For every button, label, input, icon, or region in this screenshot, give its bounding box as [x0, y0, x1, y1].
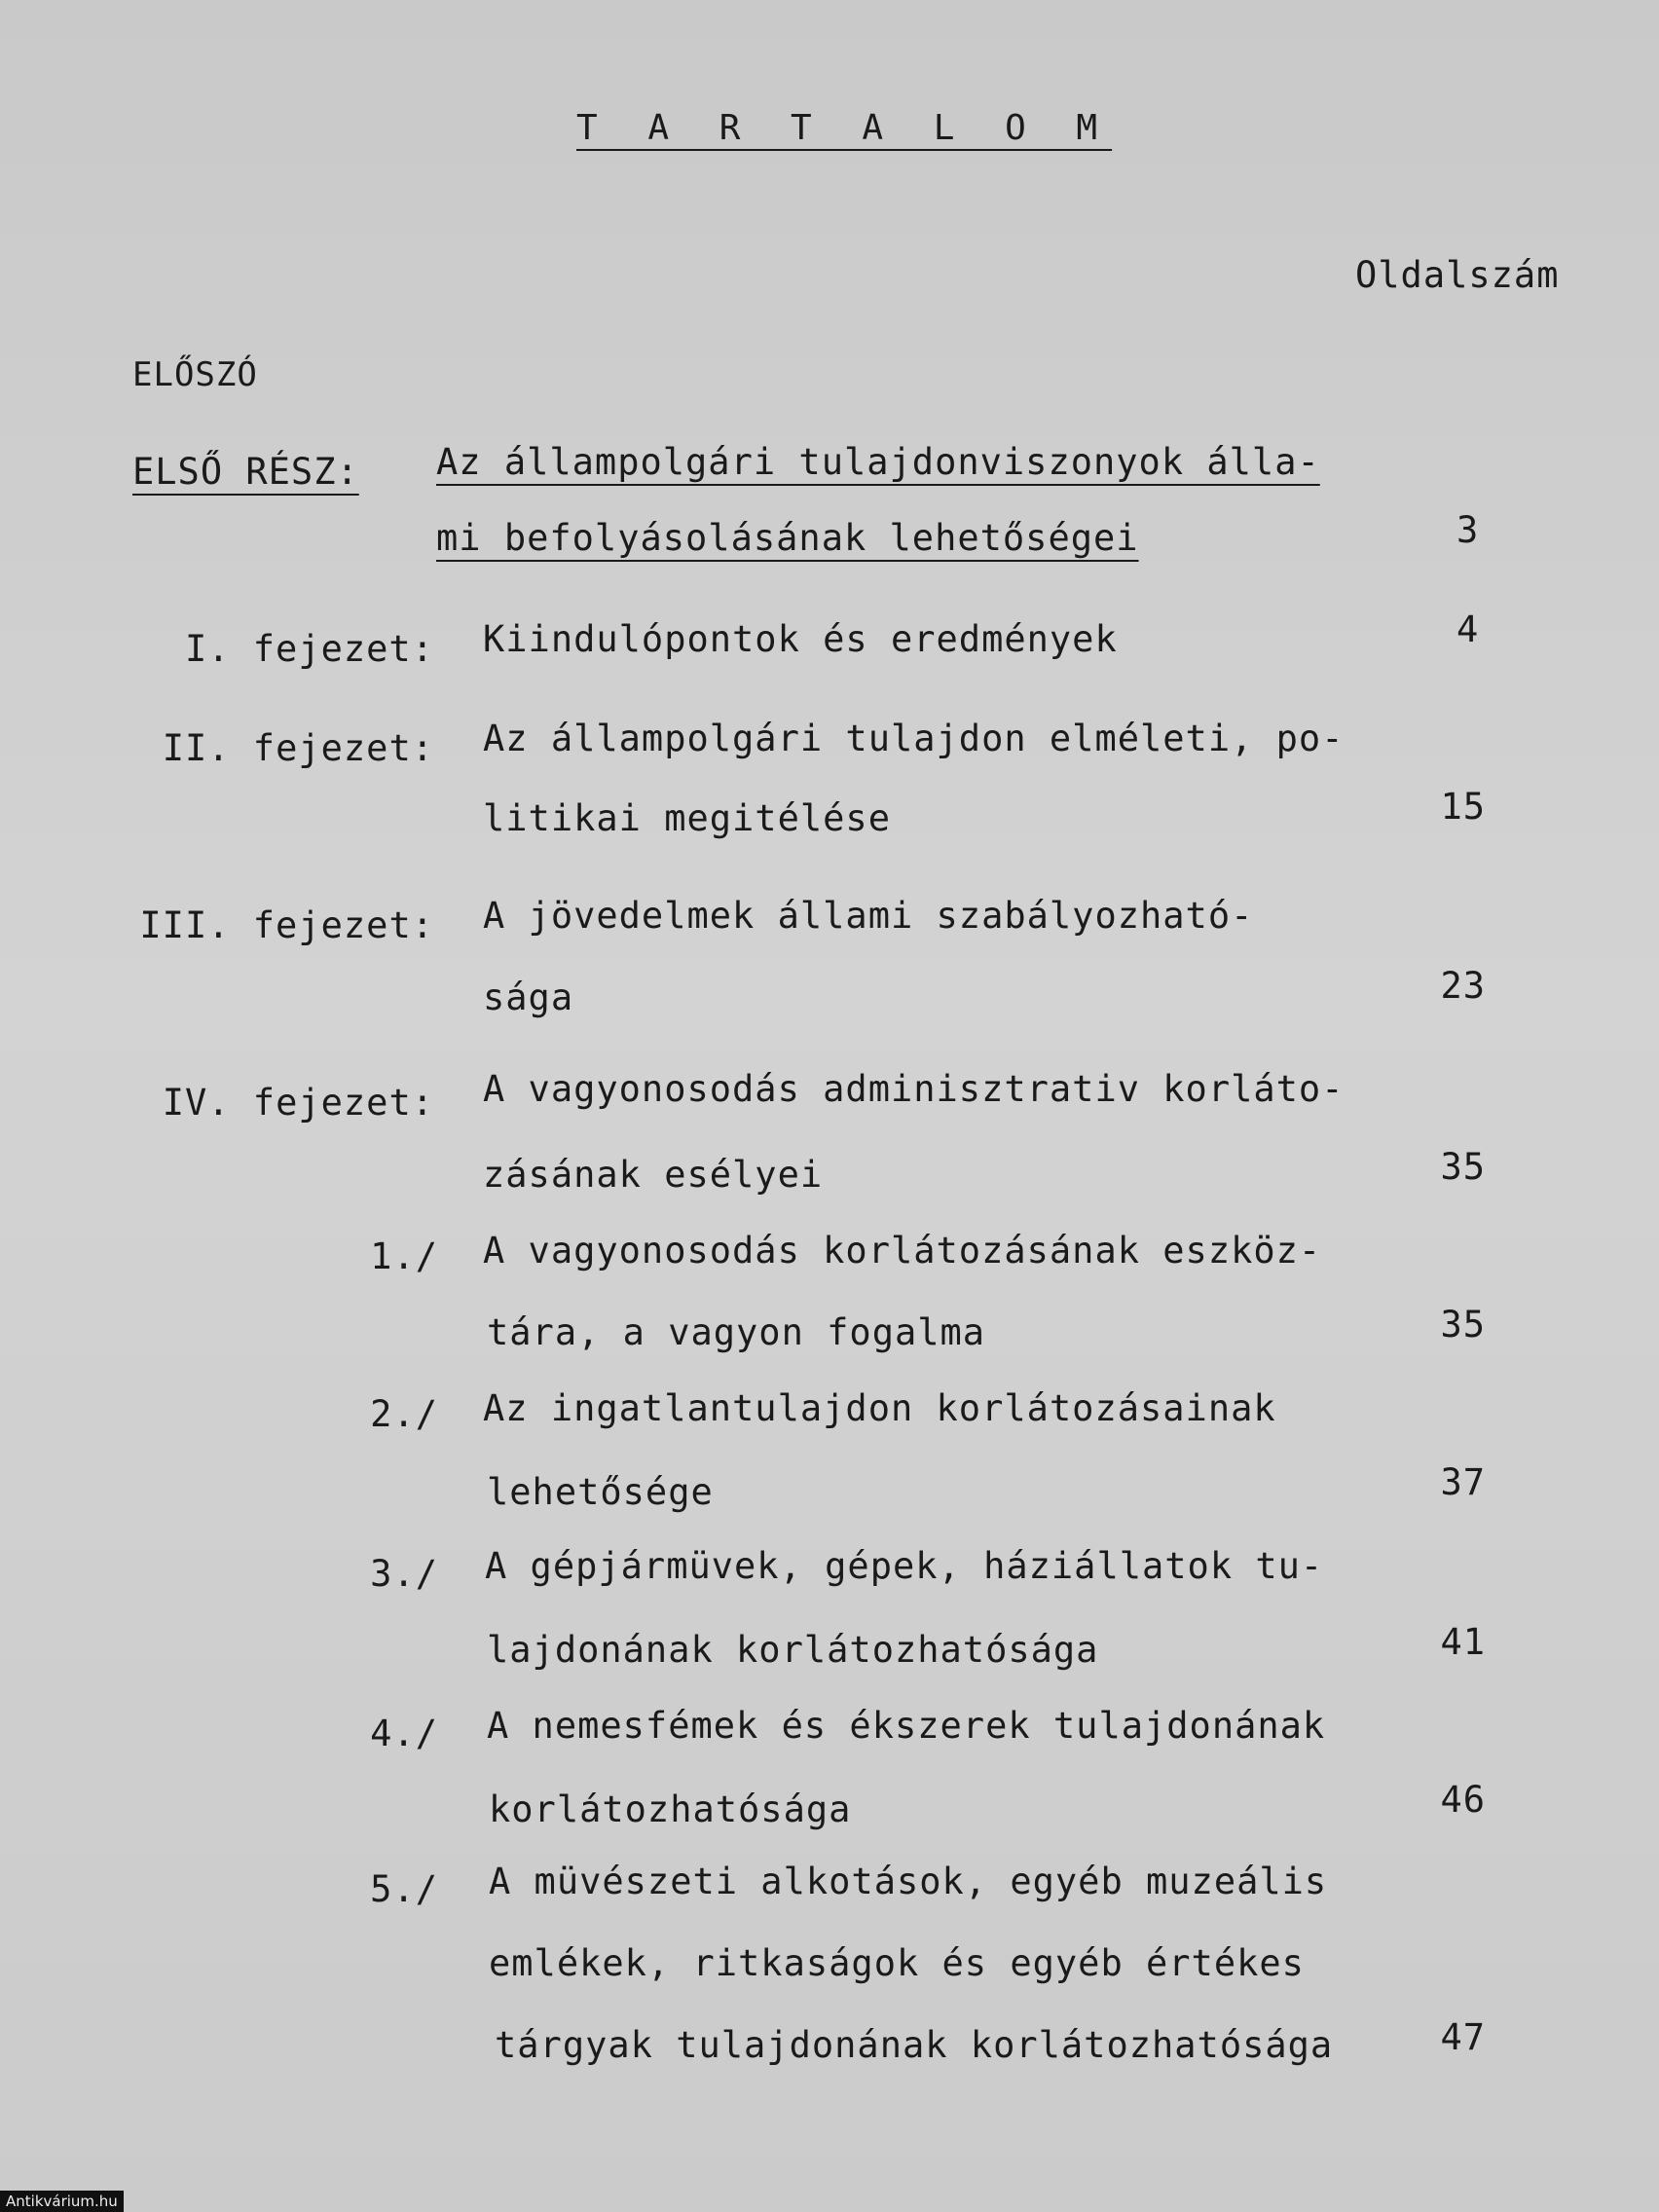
section-title-line1: A vagyonosodás korlátozásának eszköz-: [483, 1230, 1322, 1272]
chapter-title-line1: A vagyonosodás adminisztrativ korláto-: [483, 1068, 1345, 1110]
section-title-line1: A gépjármüvek, gépek, háziállatok tu-: [485, 1545, 1324, 1587]
chapter-label: II. fejezet:: [162, 727, 434, 769]
section-label: 3./: [370, 1553, 438, 1595]
chapter-page-number: 23: [1440, 965, 1486, 1007]
chapter-title-line1: A jövedelmek állami szabályozható-: [483, 895, 1254, 937]
chapter-page-number: 15: [1440, 786, 1486, 828]
section-title-line3: tárgyak tulajdonának korlátozhatósága: [495, 2024, 1334, 2066]
section-label: 2./: [370, 1393, 438, 1435]
chapter-page-number: 35: [1440, 1146, 1486, 1188]
chapter-label: III. fejezet:: [139, 904, 434, 946]
chapter-title-line2: litikai megitélése: [483, 797, 891, 839]
section-page-number: 46: [1440, 1779, 1486, 1821]
section-title-line2: emlékek, ritkaságok és egyéb értékes: [489, 1942, 1305, 1984]
chapter-title-line1: Az állampolgári tulajdon elméleti, po-: [483, 718, 1345, 759]
chapter-label: I. fejezet:: [184, 628, 434, 670]
chapter-title-line2: sága: [483, 977, 574, 1018]
section-page-number: 37: [1440, 1461, 1486, 1503]
part-title-line2: mi befolyásolásának lehetőségei: [436, 517, 1139, 559]
part-title-line1: Az állampolgári tulajdonviszonyok álla-: [436, 441, 1320, 483]
part-label: ELSŐ RÉSZ:: [132, 451, 359, 493]
page-title: T A R T A L O M: [576, 108, 1113, 148]
chapter-title-line2: zásának esélyei: [483, 1154, 824, 1196]
chapter-title-line1: Kiindulópontok és eredmények: [483, 618, 1118, 660]
watermark: Antikvárium.hu: [0, 2191, 124, 2212]
section-title-line1: A müvészeti alkotások, egyéb muzeális: [489, 1861, 1328, 1902]
chapter-label: IV. fejezet:: [162, 1082, 434, 1124]
section-title-line2: lehetősége: [487, 1471, 714, 1513]
section-label: 1./: [370, 1235, 438, 1277]
section-title-line1: Az ingatlantulajdon korlátozásainak: [483, 1387, 1276, 1429]
section-label: 5./: [370, 1868, 438, 1910]
chapter-page-number: 4: [1456, 608, 1480, 650]
section-title-line2: lajdonának korlátozhatósága: [487, 1629, 1099, 1671]
page-number-column-header: Oldalszám: [1355, 254, 1560, 296]
section-title-line2: korlátozhatósága: [489, 1788, 852, 1830]
section-title-line1: A nemesfémek és ékszerek tulajdonának: [487, 1705, 1326, 1747]
section-title-line2: tára, a vagyon fogalma: [487, 1311, 986, 1353]
part-page-number: 3: [1456, 509, 1480, 551]
section-page-number: 41: [1440, 1621, 1486, 1663]
section-label: 4./: [370, 1713, 438, 1754]
section-page-number: 47: [1440, 2016, 1486, 2058]
foreword-entry: ELŐSZÓ: [132, 355, 258, 394]
section-page-number: 35: [1440, 1304, 1486, 1346]
